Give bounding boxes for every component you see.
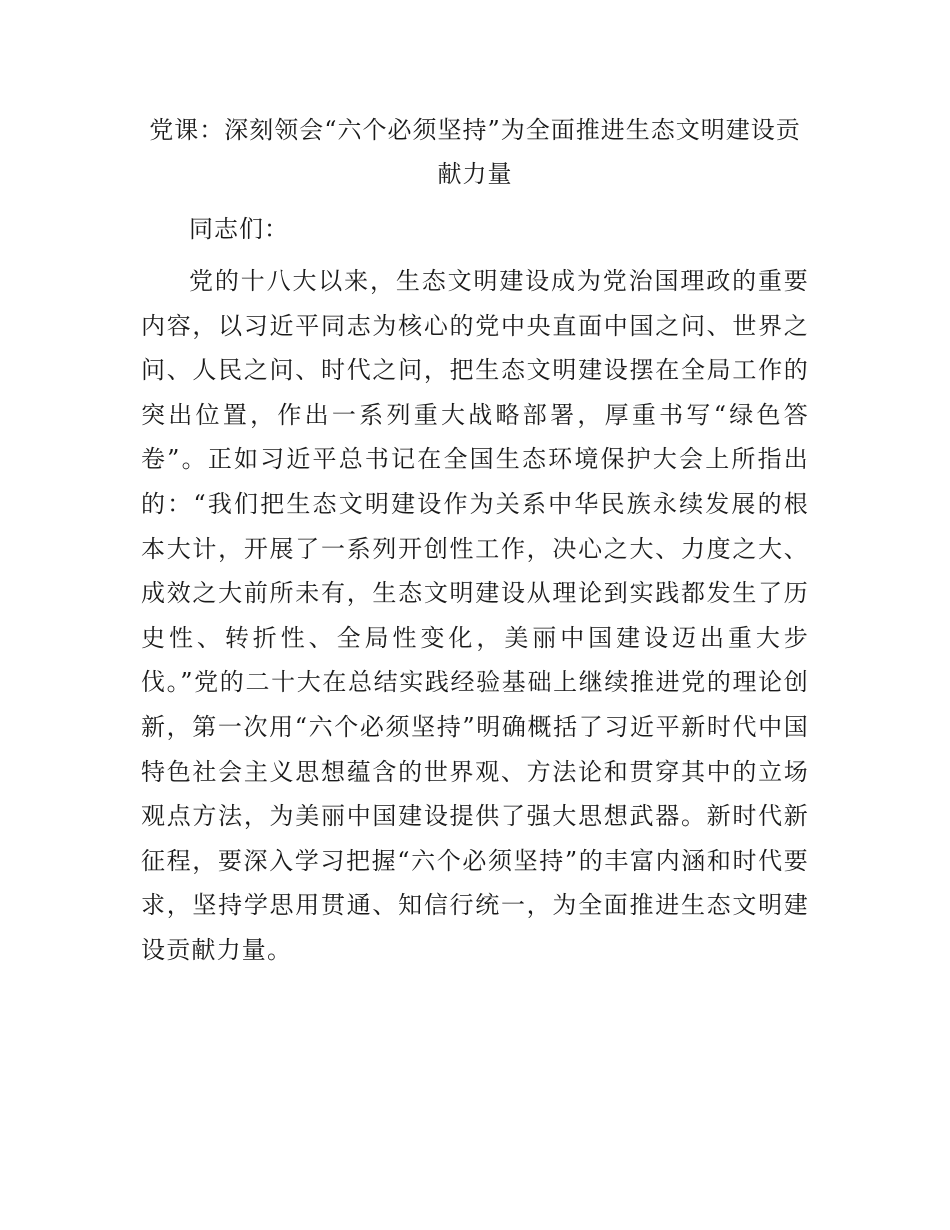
document-content — [141, 108, 809, 973]
salutation: 同志们： — [189, 215, 289, 243]
document-title: 党课：深刻领会“六个必须坚持”为全面推进生态文明建设贡献力量 — [149, 116, 801, 188]
body-paragraph: 党的十八大以来，生态文明建设成为党治国理政的重要内容，以习近平同志为核心的党中央直面中国之问、世界之问、人民之问、时代之问，把生态文明建设摆在全局工作的突出位置，作出一系列重大战略部署，厚重书写“绿色答卷”。正如习近平总书记在全国生态环境保护大会上所指出的：“我们把生态文明建设作为关系中华民族永续发展的根本大计，开展了一系列开创性工作，决心之大、力度之大、成效之大前所未有，生态文明建设从理论到实践都发生了历史性、转折性、全局性变化，美丽中国建设迈出重大步伐。”党的二十大在总结实践经验基础上继续推进党的理论创新，第一次用“六个必须坚持”明确概括了习近平新时代中国特色社会主义思想蕴含的世界观、方法论和贯穿其中的立场观点方法，为美丽中国建设提供了强大思想武器。新时代新征程，要深入学习把握“六个必须坚持”的丰富内涵和时代要求，坚持学思用贯通、知信行统一，为全面推进生态文明建设贡献力量。 — [141, 267, 809, 964]
